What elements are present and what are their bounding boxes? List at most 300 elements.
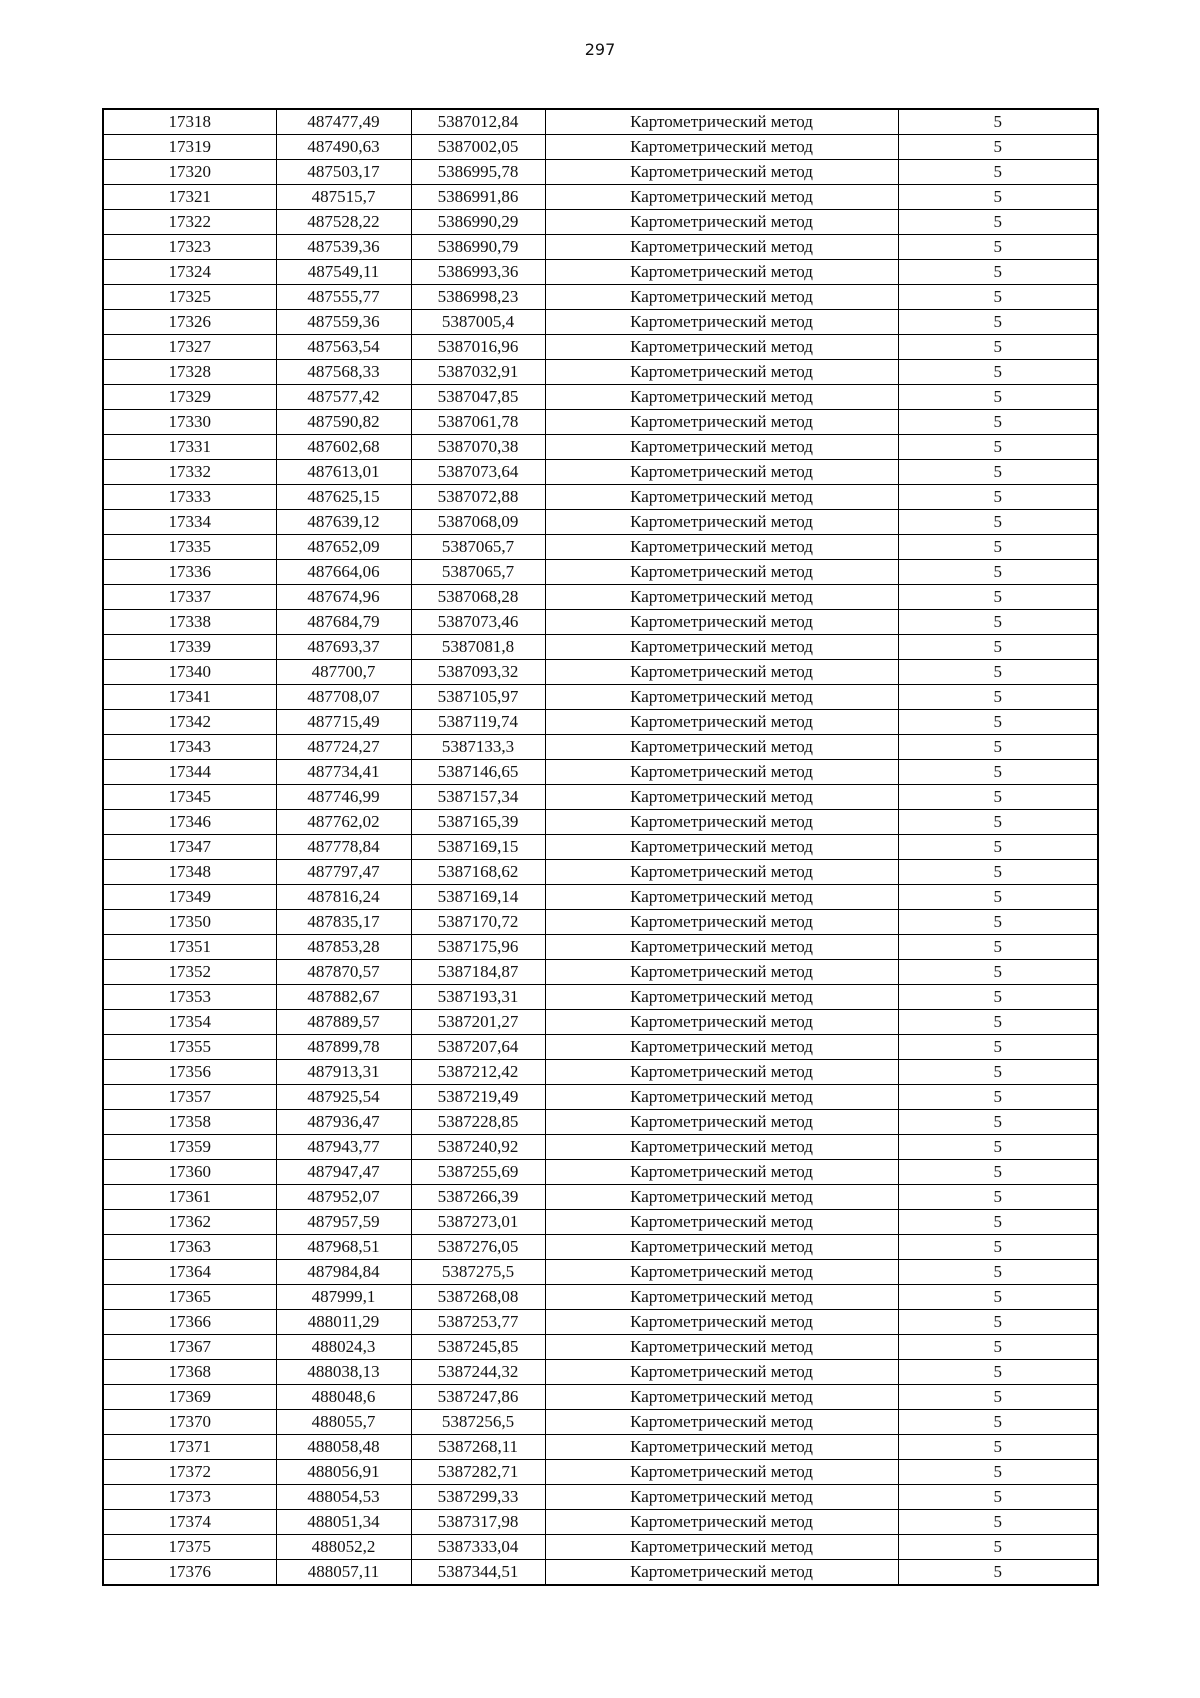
point-number-cell: 17364 bbox=[103, 1260, 276, 1285]
table-row bbox=[103, 310, 1098, 335]
point-number-cell: 17326 bbox=[103, 310, 276, 335]
x-coordinate-cell: 487816,24 bbox=[276, 885, 411, 910]
accuracy-cell: 5 bbox=[898, 385, 1098, 410]
accuracy-cell: 5 bbox=[898, 435, 1098, 460]
point-number-cell: 17327 bbox=[103, 335, 276, 360]
table-row bbox=[103, 935, 1098, 960]
x-coordinate-cell: 487559,36 bbox=[276, 310, 411, 335]
x-coordinate-cell: 487539,36 bbox=[276, 235, 411, 260]
y-coordinate-cell: 5387247,86 bbox=[411, 1385, 545, 1410]
x-coordinate-cell: 487684,79 bbox=[276, 610, 411, 635]
method-cell: Картометрический метод bbox=[545, 685, 898, 710]
y-coordinate-cell: 5387005,4 bbox=[411, 310, 545, 335]
method-cell: Картометрический метод bbox=[545, 285, 898, 310]
accuracy-cell: 5 bbox=[898, 760, 1098, 785]
accuracy-cell: 5 bbox=[898, 160, 1098, 185]
point-number-cell: 17342 bbox=[103, 710, 276, 735]
method-cell: Картометрический метод bbox=[545, 135, 898, 160]
accuracy-cell: 5 bbox=[898, 785, 1098, 810]
point-number-cell: 17318 bbox=[103, 109, 276, 135]
accuracy-cell: 5 bbox=[898, 635, 1098, 660]
method-cell: Картометрический метод bbox=[545, 710, 898, 735]
table-row bbox=[103, 860, 1098, 885]
point-number-cell: 17334 bbox=[103, 510, 276, 535]
x-coordinate-cell: 487778,84 bbox=[276, 835, 411, 860]
table-row bbox=[103, 1360, 1098, 1385]
table-row bbox=[103, 235, 1098, 260]
table-row bbox=[103, 635, 1098, 660]
y-coordinate-cell: 5387070,38 bbox=[411, 435, 545, 460]
table-row bbox=[103, 1185, 1098, 1210]
point-number-cell: 17333 bbox=[103, 485, 276, 510]
point-number-cell: 17372 bbox=[103, 1460, 276, 1485]
x-coordinate-cell: 487503,17 bbox=[276, 160, 411, 185]
table-row bbox=[103, 1060, 1098, 1085]
table-row bbox=[103, 1535, 1098, 1560]
table-row bbox=[103, 1310, 1098, 1335]
point-number-cell: 17368 bbox=[103, 1360, 276, 1385]
method-cell: Картометрический метод bbox=[545, 860, 898, 885]
x-coordinate-cell: 487715,49 bbox=[276, 710, 411, 735]
y-coordinate-cell: 5387072,88 bbox=[411, 485, 545, 510]
table-row bbox=[103, 1485, 1098, 1510]
table-row bbox=[103, 260, 1098, 285]
y-coordinate-cell: 5387193,31 bbox=[411, 985, 545, 1010]
method-cell: Картометрический метод bbox=[545, 560, 898, 585]
table-row bbox=[103, 1510, 1098, 1535]
x-coordinate-cell: 487899,78 bbox=[276, 1035, 411, 1060]
point-number-cell: 17357 bbox=[103, 1085, 276, 1110]
accuracy-cell: 5 bbox=[898, 1335, 1098, 1360]
y-coordinate-cell: 5387240,92 bbox=[411, 1135, 545, 1160]
point-number-cell: 17358 bbox=[103, 1110, 276, 1135]
x-coordinate-cell: 487590,82 bbox=[276, 410, 411, 435]
accuracy-cell: 5 bbox=[898, 1160, 1098, 1185]
accuracy-cell: 5 bbox=[898, 1210, 1098, 1235]
point-number-cell: 17331 bbox=[103, 435, 276, 460]
method-cell: Картометрический метод bbox=[545, 1110, 898, 1135]
x-coordinate-cell: 488058,48 bbox=[276, 1435, 411, 1460]
point-number-cell: 17369 bbox=[103, 1385, 276, 1410]
y-coordinate-cell: 5387282,71 bbox=[411, 1460, 545, 1485]
y-coordinate-cell: 5387105,97 bbox=[411, 685, 545, 710]
y-coordinate-cell: 5387068,28 bbox=[411, 585, 545, 610]
point-number-cell: 17374 bbox=[103, 1510, 276, 1535]
method-cell: Картометрический метод bbox=[545, 185, 898, 210]
x-coordinate-cell: 487913,31 bbox=[276, 1060, 411, 1085]
table-row bbox=[103, 1285, 1098, 1310]
table-row bbox=[103, 1435, 1098, 1460]
x-coordinate-cell: 487746,99 bbox=[276, 785, 411, 810]
y-coordinate-cell: 5387253,77 bbox=[411, 1310, 545, 1335]
x-coordinate-cell: 487477,49 bbox=[276, 109, 411, 135]
y-coordinate-cell: 5387228,85 bbox=[411, 1110, 545, 1135]
method-cell: Картометрический метод bbox=[545, 109, 898, 135]
method-cell: Картометрический метод bbox=[545, 735, 898, 760]
x-coordinate-cell: 487708,07 bbox=[276, 685, 411, 710]
point-number-cell: 17328 bbox=[103, 360, 276, 385]
accuracy-cell: 5 bbox=[898, 1085, 1098, 1110]
method-cell: Картометрический метод bbox=[545, 1360, 898, 1385]
y-coordinate-cell: 5387245,85 bbox=[411, 1335, 545, 1360]
table-row bbox=[103, 1460, 1098, 1485]
x-coordinate-cell: 487490,63 bbox=[276, 135, 411, 160]
x-coordinate-cell: 487515,7 bbox=[276, 185, 411, 210]
point-number-cell: 17367 bbox=[103, 1335, 276, 1360]
table-row bbox=[103, 560, 1098, 585]
y-coordinate-cell: 5387073,64 bbox=[411, 460, 545, 485]
accuracy-cell: 5 bbox=[898, 810, 1098, 835]
accuracy-cell: 5 bbox=[898, 1060, 1098, 1085]
point-number-cell: 17371 bbox=[103, 1435, 276, 1460]
x-coordinate-cell: 487674,96 bbox=[276, 585, 411, 610]
method-cell: Картометрический метод bbox=[545, 785, 898, 810]
x-coordinate-cell: 488051,34 bbox=[276, 1510, 411, 1535]
accuracy-cell: 5 bbox=[898, 660, 1098, 685]
point-number-cell: 17332 bbox=[103, 460, 276, 485]
point-number-cell: 17370 bbox=[103, 1410, 276, 1435]
method-cell: Картометрический метод bbox=[545, 510, 898, 535]
method-cell: Картометрический метод bbox=[545, 1135, 898, 1160]
y-coordinate-cell: 5387165,39 bbox=[411, 810, 545, 835]
x-coordinate-cell: 487613,01 bbox=[276, 460, 411, 485]
method-cell: Картометрический метод bbox=[545, 1260, 898, 1285]
x-coordinate-cell: 487577,42 bbox=[276, 385, 411, 410]
y-coordinate-cell: 5387073,46 bbox=[411, 610, 545, 635]
point-number-cell: 17360 bbox=[103, 1160, 276, 1185]
point-number-cell: 17365 bbox=[103, 1285, 276, 1310]
x-coordinate-cell: 487835,17 bbox=[276, 910, 411, 935]
accuracy-cell: 5 bbox=[898, 835, 1098, 860]
y-coordinate-cell: 5387169,15 bbox=[411, 835, 545, 860]
method-cell: Картометрический метод bbox=[545, 935, 898, 960]
accuracy-cell: 5 bbox=[898, 285, 1098, 310]
point-number-cell: 17345 bbox=[103, 785, 276, 810]
point-number-cell: 17338 bbox=[103, 610, 276, 635]
x-coordinate-cell: 487999,1 bbox=[276, 1285, 411, 1310]
method-cell: Картометрический метод bbox=[545, 1060, 898, 1085]
accuracy-cell: 5 bbox=[898, 960, 1098, 985]
method-cell: Картометрический метод bbox=[545, 1285, 898, 1310]
point-number-cell: 17346 bbox=[103, 810, 276, 835]
accuracy-cell: 5 bbox=[898, 460, 1098, 485]
table-row bbox=[103, 835, 1098, 860]
point-number-cell: 17351 bbox=[103, 935, 276, 960]
table-row bbox=[103, 735, 1098, 760]
method-cell: Картометрический метод bbox=[545, 1035, 898, 1060]
method-cell: Картометрический метод bbox=[545, 1210, 898, 1235]
point-number-cell: 17356 bbox=[103, 1060, 276, 1085]
method-cell: Картометрический метод bbox=[545, 1335, 898, 1360]
accuracy-cell: 5 bbox=[898, 860, 1098, 885]
y-coordinate-cell: 5387169,14 bbox=[411, 885, 545, 910]
y-coordinate-cell: 5387170,72 bbox=[411, 910, 545, 935]
method-cell: Картометрический метод bbox=[545, 635, 898, 660]
table-row bbox=[103, 1210, 1098, 1235]
accuracy-cell: 5 bbox=[898, 535, 1098, 560]
x-coordinate-cell: 488054,53 bbox=[276, 1485, 411, 1510]
table-row bbox=[103, 210, 1098, 235]
x-coordinate-cell: 487947,47 bbox=[276, 1160, 411, 1185]
point-number-cell: 17319 bbox=[103, 135, 276, 160]
y-coordinate-cell: 5387032,91 bbox=[411, 360, 545, 385]
x-coordinate-cell: 487925,54 bbox=[276, 1085, 411, 1110]
x-coordinate-cell: 488056,91 bbox=[276, 1460, 411, 1485]
method-cell: Картометрический метод bbox=[545, 1010, 898, 1035]
y-coordinate-cell: 5387244,32 bbox=[411, 1360, 545, 1385]
table-row bbox=[103, 885, 1098, 910]
x-coordinate-cell: 488048,6 bbox=[276, 1385, 411, 1410]
method-cell: Картометрический метод bbox=[545, 1410, 898, 1435]
y-coordinate-cell: 5387081,8 bbox=[411, 635, 545, 660]
y-coordinate-cell: 5387068,09 bbox=[411, 510, 545, 535]
accuracy-cell: 5 bbox=[898, 685, 1098, 710]
accuracy-cell: 5 bbox=[898, 1460, 1098, 1485]
point-number-cell: 17320 bbox=[103, 160, 276, 185]
method-cell: Картометрический метод bbox=[545, 810, 898, 835]
point-number-cell: 17359 bbox=[103, 1135, 276, 1160]
point-number-cell: 17337 bbox=[103, 585, 276, 610]
method-cell: Картометрический метод bbox=[545, 360, 898, 385]
x-coordinate-cell: 487797,47 bbox=[276, 860, 411, 885]
y-coordinate-cell: 5387201,27 bbox=[411, 1010, 545, 1035]
point-number-cell: 17352 bbox=[103, 960, 276, 985]
method-cell: Картометрический метод bbox=[545, 535, 898, 560]
y-coordinate-cell: 5387168,62 bbox=[411, 860, 545, 885]
x-coordinate-cell: 487968,51 bbox=[276, 1235, 411, 1260]
accuracy-cell: 5 bbox=[898, 1535, 1098, 1560]
table-row bbox=[103, 1260, 1098, 1285]
y-coordinate-cell: 5387276,05 bbox=[411, 1235, 545, 1260]
point-number-cell: 17366 bbox=[103, 1310, 276, 1335]
method-cell: Картометрический метод bbox=[545, 260, 898, 285]
table-row bbox=[103, 1110, 1098, 1135]
method-cell: Картометрический метод bbox=[545, 835, 898, 860]
table-row bbox=[103, 1235, 1098, 1260]
y-coordinate-cell: 5387212,42 bbox=[411, 1060, 545, 1085]
method-cell: Картометрический метод bbox=[545, 585, 898, 610]
accuracy-cell: 5 bbox=[898, 1560, 1098, 1586]
y-coordinate-cell: 5387266,39 bbox=[411, 1185, 545, 1210]
table-row bbox=[103, 1085, 1098, 1110]
point-number-cell: 17348 bbox=[103, 860, 276, 885]
x-coordinate-cell: 488055,7 bbox=[276, 1410, 411, 1435]
x-coordinate-cell: 487664,06 bbox=[276, 560, 411, 585]
table-row bbox=[103, 760, 1098, 785]
method-cell: Картометрический метод bbox=[545, 1385, 898, 1410]
method-cell: Картометрический метод bbox=[545, 335, 898, 360]
method-cell: Картометрический метод bbox=[545, 410, 898, 435]
point-number-cell: 17361 bbox=[103, 1185, 276, 1210]
table-row bbox=[103, 1410, 1098, 1435]
x-coordinate-cell: 487549,11 bbox=[276, 260, 411, 285]
x-coordinate-cell: 488057,11 bbox=[276, 1560, 411, 1586]
y-coordinate-cell: 5387333,04 bbox=[411, 1535, 545, 1560]
point-number-cell: 17343 bbox=[103, 735, 276, 760]
accuracy-cell: 5 bbox=[898, 1435, 1098, 1460]
y-coordinate-cell: 5387119,74 bbox=[411, 710, 545, 735]
point-number-cell: 17363 bbox=[103, 1235, 276, 1260]
table-row bbox=[103, 510, 1098, 535]
y-coordinate-cell: 5387065,7 bbox=[411, 535, 545, 560]
method-cell: Картометрический метод bbox=[545, 960, 898, 985]
y-coordinate-cell: 5387016,96 bbox=[411, 335, 545, 360]
accuracy-cell: 5 bbox=[898, 260, 1098, 285]
accuracy-cell: 5 bbox=[898, 185, 1098, 210]
table-row bbox=[103, 610, 1098, 635]
accuracy-cell: 5 bbox=[898, 735, 1098, 760]
y-coordinate-cell: 5387275,5 bbox=[411, 1260, 545, 1285]
x-coordinate-cell: 487762,02 bbox=[276, 810, 411, 835]
table-row bbox=[103, 585, 1098, 610]
point-number-cell: 17353 bbox=[103, 985, 276, 1010]
y-coordinate-cell: 5387273,01 bbox=[411, 1210, 545, 1235]
y-coordinate-cell: 5386990,79 bbox=[411, 235, 545, 260]
accuracy-cell: 5 bbox=[898, 560, 1098, 585]
x-coordinate-cell: 487724,27 bbox=[276, 735, 411, 760]
table-row bbox=[103, 460, 1098, 485]
point-number-cell: 17355 bbox=[103, 1035, 276, 1060]
table-row bbox=[103, 1135, 1098, 1160]
accuracy-cell: 5 bbox=[898, 310, 1098, 335]
y-coordinate-cell: 5387219,49 bbox=[411, 1085, 545, 1110]
table-row bbox=[103, 410, 1098, 435]
point-number-cell: 17373 bbox=[103, 1485, 276, 1510]
coordinates-table-body bbox=[103, 109, 1098, 1585]
method-cell: Картометрический метод bbox=[545, 235, 898, 260]
accuracy-cell: 5 bbox=[898, 1010, 1098, 1035]
y-coordinate-cell: 5387146,65 bbox=[411, 760, 545, 785]
point-number-cell: 17339 bbox=[103, 635, 276, 660]
y-coordinate-cell: 5387157,34 bbox=[411, 785, 545, 810]
method-cell: Картометрический метод bbox=[545, 985, 898, 1010]
x-coordinate-cell: 487555,77 bbox=[276, 285, 411, 310]
method-cell: Картометрический метод bbox=[545, 385, 898, 410]
y-coordinate-cell: 5386993,36 bbox=[411, 260, 545, 285]
method-cell: Картометрический метод bbox=[545, 1160, 898, 1185]
x-coordinate-cell: 488024,3 bbox=[276, 1335, 411, 1360]
x-coordinate-cell: 487889,57 bbox=[276, 1010, 411, 1035]
accuracy-cell: 5 bbox=[898, 1035, 1098, 1060]
accuracy-cell: 5 bbox=[898, 585, 1098, 610]
x-coordinate-cell: 487957,59 bbox=[276, 1210, 411, 1235]
method-cell: Картометрический метод bbox=[545, 1460, 898, 1485]
accuracy-cell: 5 bbox=[898, 1185, 1098, 1210]
method-cell: Картометрический метод bbox=[545, 485, 898, 510]
table-row bbox=[103, 385, 1098, 410]
table-row bbox=[103, 1010, 1098, 1035]
point-number-cell: 17347 bbox=[103, 835, 276, 860]
accuracy-cell: 5 bbox=[898, 510, 1098, 535]
x-coordinate-cell: 487639,12 bbox=[276, 510, 411, 535]
table-row bbox=[103, 1385, 1098, 1410]
method-cell: Картометрический метод bbox=[545, 1535, 898, 1560]
accuracy-cell: 5 bbox=[898, 1510, 1098, 1535]
y-coordinate-cell: 5387093,32 bbox=[411, 660, 545, 685]
method-cell: Картометрический метод bbox=[545, 610, 898, 635]
table-row bbox=[103, 360, 1098, 385]
x-coordinate-cell: 487952,07 bbox=[276, 1185, 411, 1210]
y-coordinate-cell: 5387065,7 bbox=[411, 560, 545, 585]
accuracy-cell: 5 bbox=[898, 935, 1098, 960]
accuracy-cell: 5 bbox=[898, 135, 1098, 160]
method-cell: Картометрический метод bbox=[545, 1485, 898, 1510]
x-coordinate-cell: 487693,37 bbox=[276, 635, 411, 660]
method-cell: Картометрический метод bbox=[545, 1185, 898, 1210]
x-coordinate-cell: 487870,57 bbox=[276, 960, 411, 985]
table-row bbox=[103, 335, 1098, 360]
accuracy-cell: 5 bbox=[898, 1135, 1098, 1160]
point-number-cell: 17340 bbox=[103, 660, 276, 685]
accuracy-cell: 5 bbox=[898, 985, 1098, 1010]
x-coordinate-cell: 487568,33 bbox=[276, 360, 411, 385]
method-cell: Картометрический метод bbox=[545, 910, 898, 935]
x-coordinate-cell: 488038,13 bbox=[276, 1360, 411, 1385]
accuracy-cell: 5 bbox=[898, 1385, 1098, 1410]
x-coordinate-cell: 487984,84 bbox=[276, 1260, 411, 1285]
y-coordinate-cell: 5387268,11 bbox=[411, 1435, 545, 1460]
table-row bbox=[103, 485, 1098, 510]
x-coordinate-cell: 487882,67 bbox=[276, 985, 411, 1010]
point-number-cell: 17323 bbox=[103, 235, 276, 260]
accuracy-cell: 5 bbox=[898, 710, 1098, 735]
point-number-cell: 17329 bbox=[103, 385, 276, 410]
y-coordinate-cell: 5386990,29 bbox=[411, 210, 545, 235]
accuracy-cell: 5 bbox=[898, 210, 1098, 235]
y-coordinate-cell: 5387002,05 bbox=[411, 135, 545, 160]
accuracy-cell: 5 bbox=[898, 235, 1098, 260]
accuracy-cell: 5 bbox=[898, 109, 1098, 135]
method-cell: Картометрический метод bbox=[545, 1560, 898, 1586]
accuracy-cell: 5 bbox=[898, 335, 1098, 360]
method-cell: Картометрический метод bbox=[545, 1085, 898, 1110]
accuracy-cell: 5 bbox=[898, 1260, 1098, 1285]
table-row bbox=[103, 1160, 1098, 1185]
y-coordinate-cell: 5387344,51 bbox=[411, 1560, 545, 1586]
accuracy-cell: 5 bbox=[898, 885, 1098, 910]
accuracy-cell: 5 bbox=[898, 910, 1098, 935]
y-coordinate-cell: 5386998,23 bbox=[411, 285, 545, 310]
y-coordinate-cell: 5387184,87 bbox=[411, 960, 545, 985]
table-row bbox=[103, 160, 1098, 185]
accuracy-cell: 5 bbox=[898, 410, 1098, 435]
y-coordinate-cell: 5387317,98 bbox=[411, 1510, 545, 1535]
point-number-cell: 17325 bbox=[103, 285, 276, 310]
point-number-cell: 17336 bbox=[103, 560, 276, 585]
table-row bbox=[103, 710, 1098, 735]
point-number-cell: 17330 bbox=[103, 410, 276, 435]
table-row bbox=[103, 810, 1098, 835]
point-number-cell: 17354 bbox=[103, 1010, 276, 1035]
table-row bbox=[103, 910, 1098, 935]
table-row bbox=[103, 535, 1098, 560]
point-number-cell: 17322 bbox=[103, 210, 276, 235]
method-cell: Картометрический метод bbox=[545, 310, 898, 335]
point-number-cell: 17321 bbox=[103, 185, 276, 210]
y-coordinate-cell: 5386991,86 bbox=[411, 185, 545, 210]
x-coordinate-cell: 487602,68 bbox=[276, 435, 411, 460]
y-coordinate-cell: 5387047,85 bbox=[411, 385, 545, 410]
table-row bbox=[103, 1035, 1098, 1060]
point-number-cell: 17341 bbox=[103, 685, 276, 710]
y-coordinate-cell: 5387207,64 bbox=[411, 1035, 545, 1060]
table-row bbox=[103, 109, 1098, 135]
table-row bbox=[103, 1335, 1098, 1360]
y-coordinate-cell: 5387012,84 bbox=[411, 109, 545, 135]
accuracy-cell: 5 bbox=[898, 485, 1098, 510]
x-coordinate-cell: 487652,09 bbox=[276, 535, 411, 560]
method-cell: Картометрический метод bbox=[545, 660, 898, 685]
